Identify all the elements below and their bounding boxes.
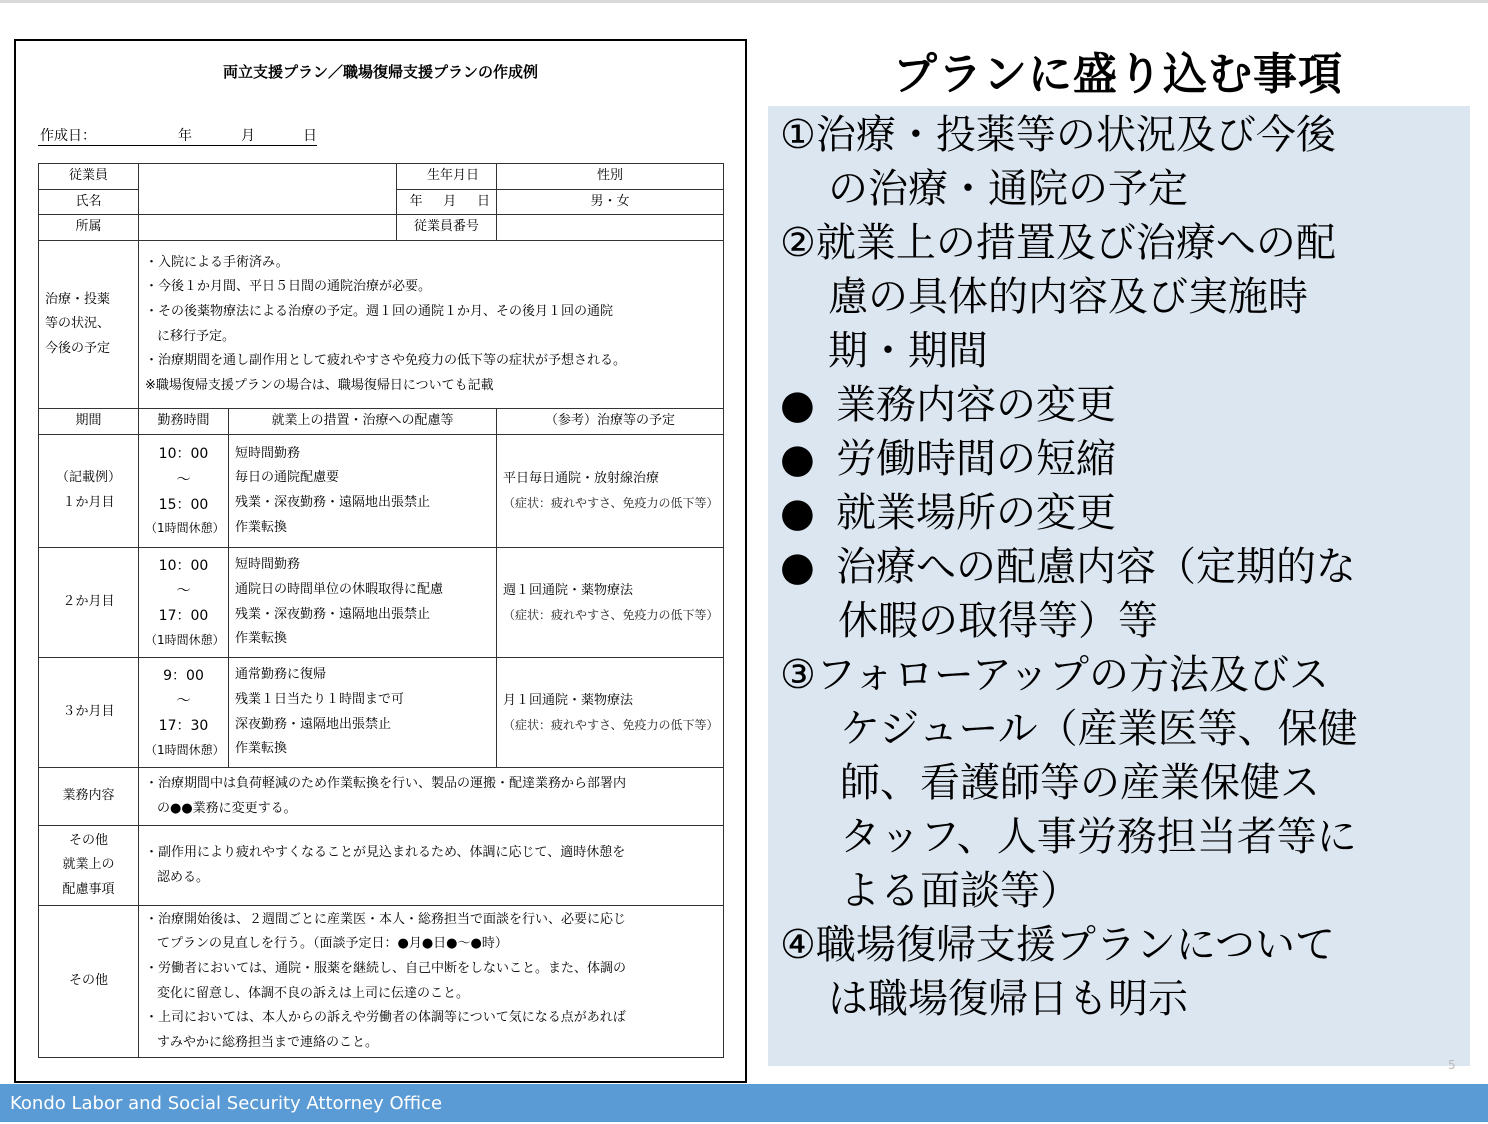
header-period: 期間 xyxy=(39,409,139,435)
gender-value: 男・女 xyxy=(497,189,724,215)
treatment-status-label: 治療・投薬 等の状況、 今後の予定 xyxy=(39,241,139,409)
created-year: 年 xyxy=(178,128,192,144)
item-1-line: ①治療・投薬等の状況及び今後 xyxy=(780,112,1336,158)
bullet-item: ● 治療への配慮内容（定期的な xyxy=(780,540,1470,594)
schedule-row xyxy=(39,658,724,768)
birthdate-value: 年 月 日 xyxy=(397,189,497,215)
measures-cell: 通常勤務に復帰 残業１日当たり１時間まで可 深夜勤務・遠隔地出張禁止 作業転換 xyxy=(229,658,497,768)
employee-name-label-1: 従業員 xyxy=(39,164,139,190)
period-cell: ３か月目 xyxy=(39,658,139,768)
treatment-status-content: ・入院による手術済み。 ・今後１か月間、平日５日間の通院治療が必要。 ・その後薬物療法による治療の予定。週１回の通院１か月、その後月１回の通院 に移行予定。 ・治療期間を通し副作用として疲れやすさや免疫力の低下等の症状が予想される。 ※職場復帰支援プランの場合は、職場復帰日についても記載 xyxy=(139,241,724,409)
schedule-row xyxy=(39,435,724,548)
item-4-line: は職場復帰日も明示 xyxy=(828,976,1188,1022)
birthdate-label: 生年月日 xyxy=(397,164,497,190)
footer-bar xyxy=(0,1084,1488,1122)
item-1-line: の治療・通院の予定 xyxy=(828,166,1188,212)
department-value xyxy=(139,215,397,241)
employee-name-label-2: 氏名 xyxy=(39,189,139,215)
employee-number-label: 従業員番号 xyxy=(397,215,497,241)
bullet-dot-icon: ● xyxy=(780,544,815,590)
job-content-value: ・治療期間中は負荷軽減のため作業転換を行い、製品の運搬・配達業務から部署内 の●●業務に変更する。 xyxy=(139,768,724,826)
period-cell: ２か月目 xyxy=(39,548,139,658)
treatment-plan-cell: 月１回通院・薬物療法 （症状：疲れやすさ、免疫力の低下等） xyxy=(497,658,724,768)
work-hours-cell: 9：00 ～ 17：30 （1時間休憩） xyxy=(139,658,229,768)
created-date-line xyxy=(38,125,317,146)
treatment-plan-cell: 平日毎日通院・放射線治療 （症状：疲れやすさ、免疫力の低下等） xyxy=(497,435,724,548)
gender-label: 性別 xyxy=(497,164,724,190)
header-measures: 就業上の措置・治療への配慮等 xyxy=(229,409,497,435)
plan-example-document xyxy=(14,39,747,1083)
header-work-hours: 勤務時間 xyxy=(139,409,229,435)
bullet-dot-icon: ● xyxy=(780,382,815,428)
slide-title: プランに盛り込む事項 xyxy=(893,49,1343,100)
plan-form-table xyxy=(38,163,724,1058)
measures-cell: 短時間勤務 毎日の通院配慮要 残業・深夜勤務・遠隔地出張禁止 作業転換 xyxy=(229,435,497,548)
work-hours-cell: 10：00 ～ 17：00 （1時間休憩） xyxy=(139,548,229,658)
item-3-line: よる面談等） xyxy=(840,868,1080,914)
item-3-line: ケジュール（産業医等、保健 xyxy=(840,706,1358,752)
other-considerations-label: その他 就業上の 配慮事項 xyxy=(39,826,139,906)
bullet-item: ● 業務内容の変更 xyxy=(780,378,1470,432)
employee-number-value xyxy=(497,215,724,241)
created-month: 月 xyxy=(241,128,255,144)
bullet-item: ● 労働時間の短縮 xyxy=(780,432,1470,486)
item-2-line: ②就業上の措置及び治療への配 xyxy=(780,220,1336,266)
department-label: 所属 xyxy=(39,215,139,241)
bullet-item-continued: 休暇の取得等）等 xyxy=(838,598,1158,644)
bullet-item: ● 就業場所の変更 xyxy=(780,486,1470,540)
others-value: ・治療開始後は、２週間ごとに産業医・本人・総務担当で面談を行い、必要に応じ てプランの見直しを行う。（面談予定日：●月●日●～●時） ・労働者においては、通院・服薬を継続し、自己中断をしないこと。また、体調の 変化に留意し、体調不良の訴えは上司に伝達のこと。 ・上司においては、本人からの訴えや労働者の体調等について気になる点があれば すみやかに総務担当まで連絡のこと。 xyxy=(139,906,724,1058)
item-3-line: ③フォローアップの方法及びス xyxy=(780,652,1330,698)
item-4-line: ④職場復帰支援プランについて xyxy=(780,922,1336,968)
document-title: 両立支援プラン／職場復帰支援プランの作成例 xyxy=(222,63,538,81)
plan-items-panel xyxy=(768,106,1470,1066)
page-number: 5 xyxy=(1448,1058,1456,1072)
job-content-label: 業務内容 xyxy=(39,768,139,826)
item-3-line: 師、看護師等の産業保健ス xyxy=(840,760,1320,806)
item-2-line: 慮の具体的内容及び実施時 xyxy=(828,274,1308,320)
employee-name-value xyxy=(139,164,397,215)
created-day: 日 xyxy=(303,128,317,144)
item-2-line: 期・期間 xyxy=(828,328,988,374)
item-3-line: タッフ、人事労務担当者等に xyxy=(840,814,1357,860)
other-considerations-value: ・副作用により疲れやすくなることが見込まれるため、体調に応じて、適時休憩を 認める。 xyxy=(139,826,724,906)
top-divider xyxy=(0,0,1488,3)
schedule-row xyxy=(39,548,724,658)
work-hours-cell: 10：00 ～ 15：00 （1時間休憩） xyxy=(139,435,229,548)
measures-cell: 短時間勤務 通院日の時間単位の休暇取得に配慮 残業・深夜勤務・遠隔地出張禁止 作業転換 xyxy=(229,548,497,658)
treatment-plan-cell: 週１回通院・薬物療法 （症状：疲れやすさ、免疫力の低下等） xyxy=(497,548,724,658)
created-label: 作成日： xyxy=(40,128,96,144)
others-label: その他 xyxy=(39,906,139,1058)
footer-text: Kondo Labor and Social Security Attorney Office xyxy=(10,1093,443,1114)
header-treatment-plan: （参考）治療等の予定 xyxy=(497,409,724,435)
bullet-dot-icon: ● xyxy=(780,436,815,482)
period-cell: （記載例） １か月目 xyxy=(39,435,139,548)
bullet-dot-icon: ● xyxy=(780,490,815,536)
